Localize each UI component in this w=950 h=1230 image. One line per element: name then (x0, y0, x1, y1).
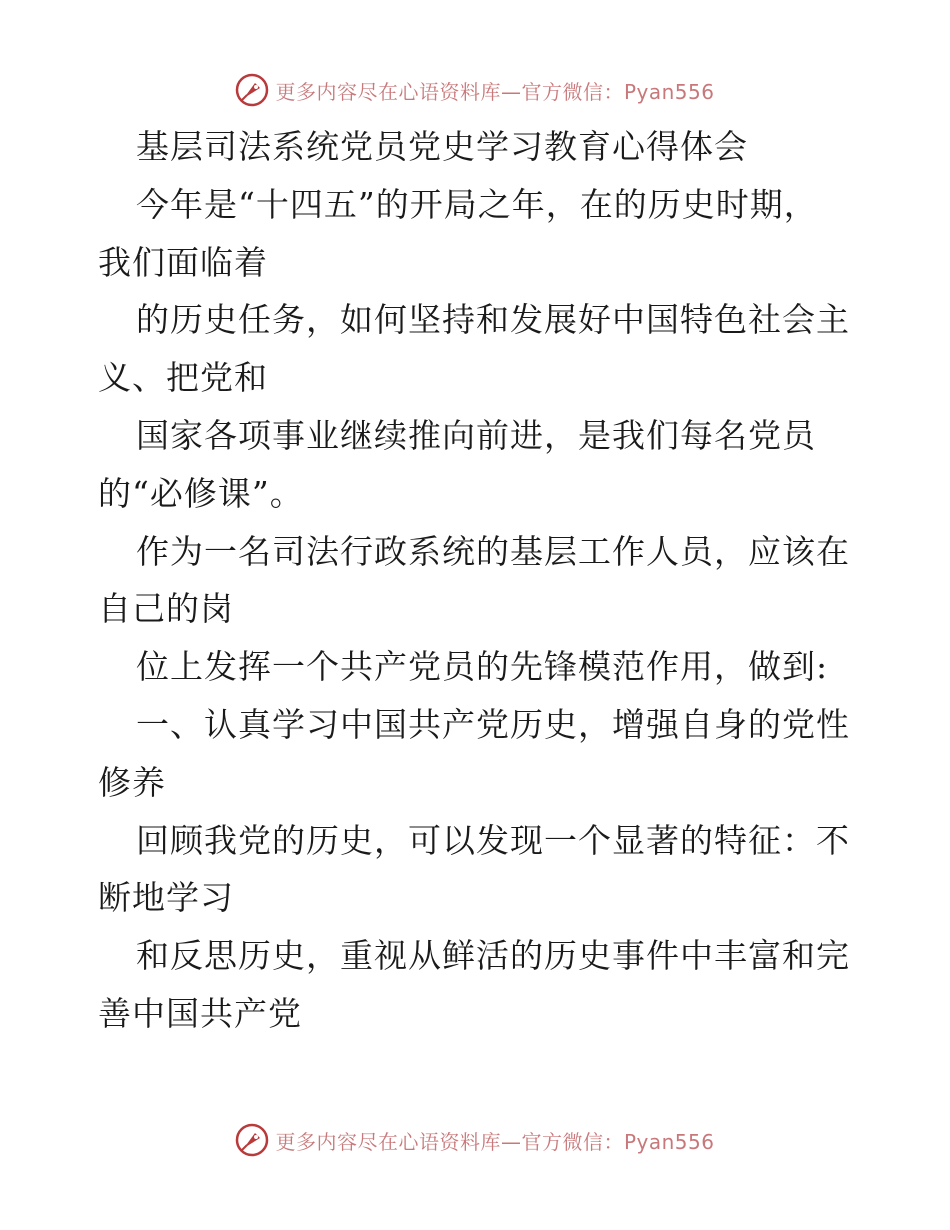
pen-nib-logo-icon (235, 1123, 269, 1157)
paragraph-line: 回顾我党的历史，可以发现一个显著的特征：不 (136, 820, 850, 860)
header-banner-text: 更多内容尽在心语资料库—官方微信：Pyan556 (275, 79, 715, 104)
paragraph-line: 的“必修课”。 (98, 473, 304, 513)
paragraph-line: 和反思历史，重视从鲜活的历史事件中丰富和完 (136, 936, 850, 976)
document-title: 基层司法系统党员党史学习教育心得体会 (136, 127, 748, 166)
paragraph-line: 断地学习 (98, 878, 234, 918)
document-body (98, 118, 858, 1043)
paragraph-line: 义、把党和 (98, 358, 268, 398)
paragraph-line: 国家各项事业继续推向前进，是我们每名党员 (136, 415, 816, 455)
section-heading: 一、认真学习中国共产党历史，增强自身的党性 (136, 704, 850, 744)
pen-nib-logo-icon (235, 73, 269, 107)
footer-banner-text: 更多内容尽在心语资料库—官方微信：Pyan556 (275, 1129, 715, 1154)
paragraph-line: 今年是“十四五”的开局之年，在的历史时期， (136, 184, 818, 224)
paragraph-line: 位上发挥一个共产党员的先锋模范作用，做到: (136, 647, 829, 687)
header-banner-content (235, 73, 714, 107)
paragraph-line: 善中国共产党 (98, 993, 302, 1033)
footer-banner-content (235, 1123, 714, 1157)
footer-banner (0, 1120, 950, 1160)
section-heading-continued: 修养 (98, 762, 166, 802)
paragraph-line: 我们面临着 (98, 242, 268, 282)
paragraph-line: 自己的岗 (98, 589, 234, 629)
paragraph-line: 的历史任务，如何坚持和发展好中国特色社会主 (136, 300, 850, 340)
header-banner (0, 70, 950, 110)
paragraph-line: 作为一名司法行政系统的基层工作人员，应该在 (136, 531, 850, 571)
